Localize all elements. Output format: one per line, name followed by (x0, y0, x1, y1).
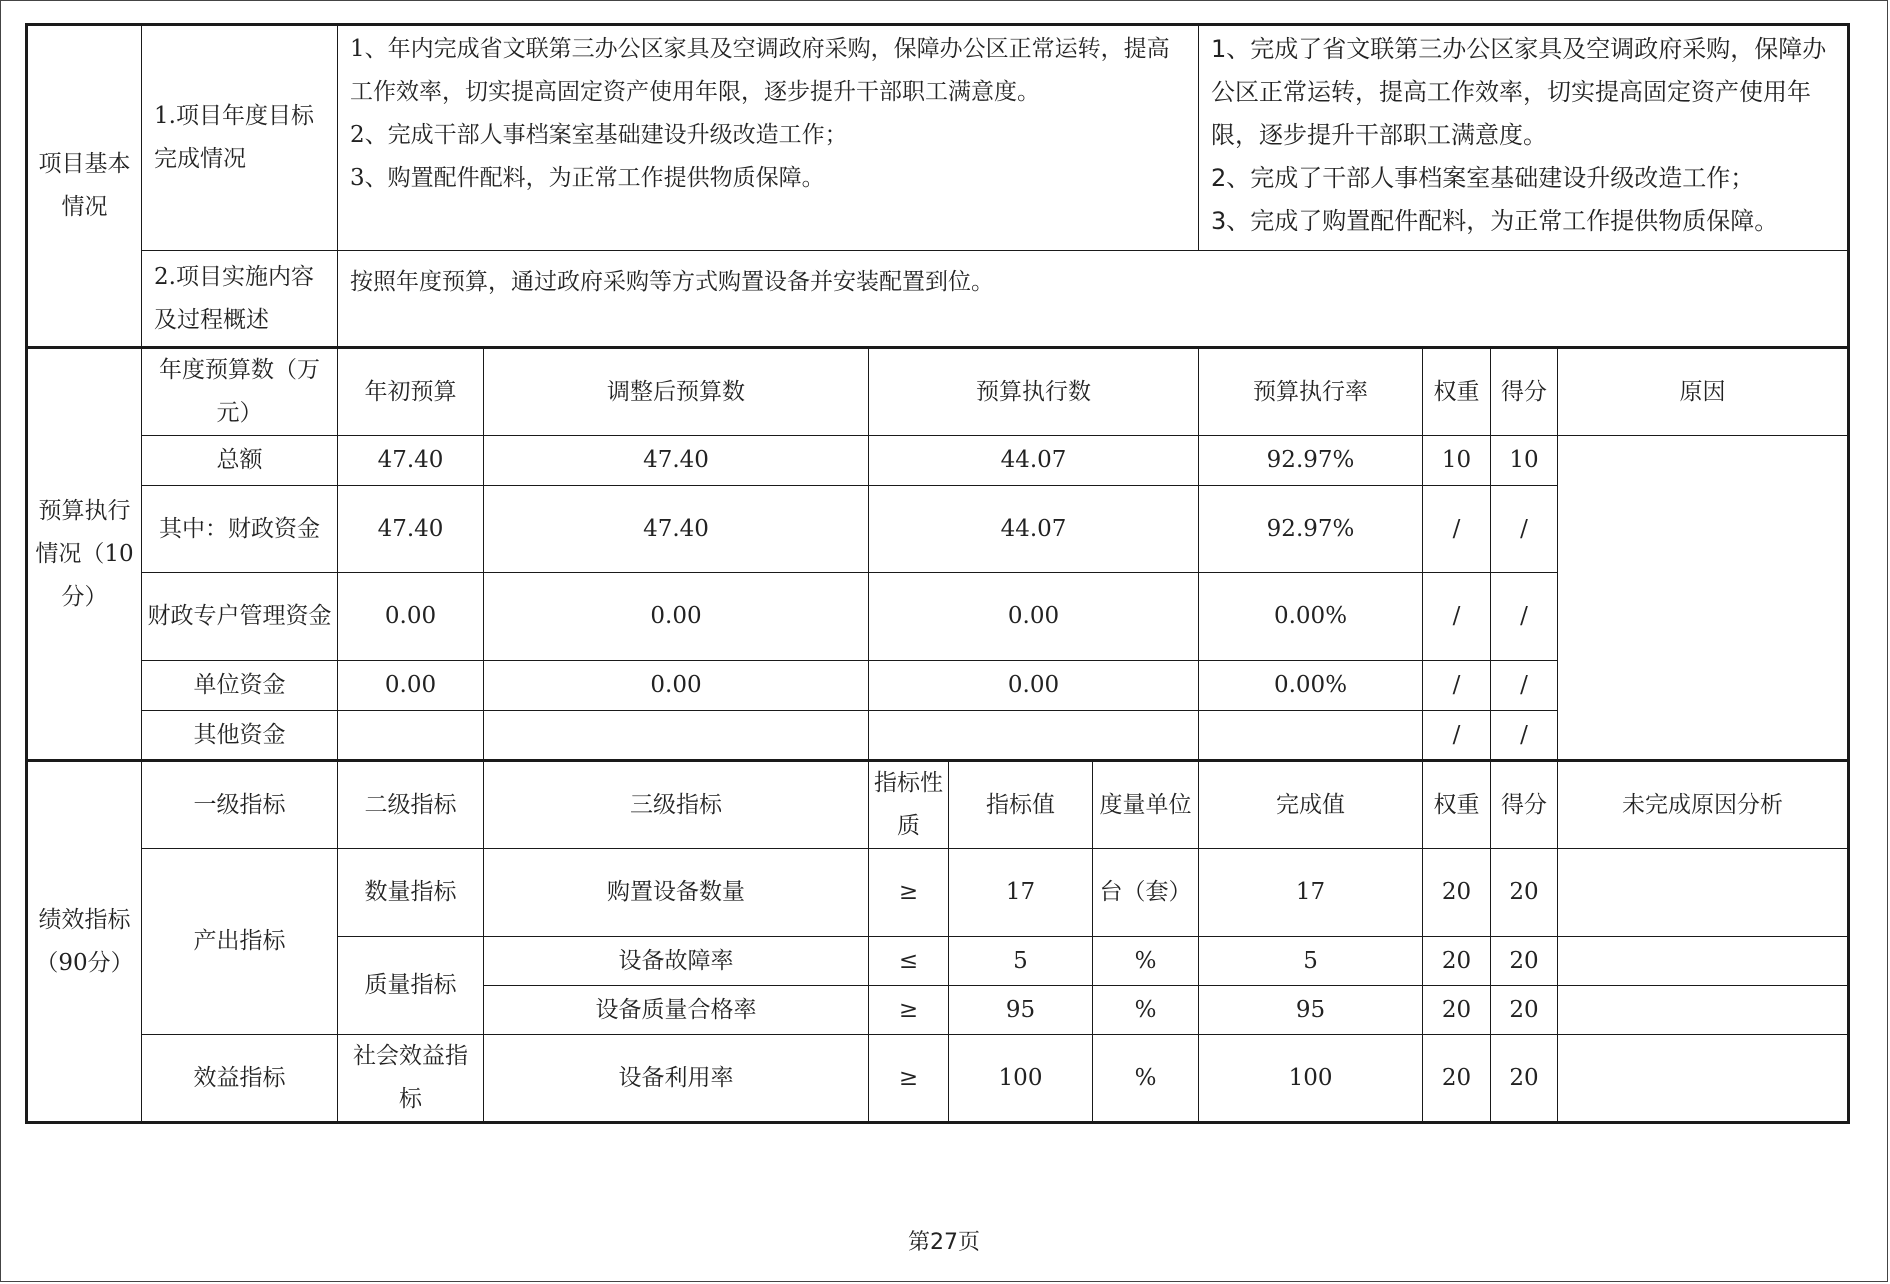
goal-label: 1.项目年度目标完成情况 (142, 25, 338, 251)
indicator-nature: ≥ (869, 986, 949, 1035)
budget-weight: / (1423, 661, 1491, 711)
indicator-header-row (27, 761, 1849, 849)
indicator-name: 设备利用率 (484, 1035, 869, 1123)
indicator-header-level3: 三级指标 (484, 761, 869, 849)
indicator-target: 5 (949, 937, 1093, 986)
budget-weight: / (1423, 486, 1491, 573)
budget-executed: 0.00 (869, 661, 1199, 711)
indicator-header-unit: 度量单位 (1093, 761, 1199, 849)
indicator-header-nature: 指标性质 (869, 761, 949, 849)
indicator-analysis (1558, 1035, 1849, 1123)
indicator-actual: 100 (1199, 1035, 1423, 1123)
indicator-unit: % (1093, 1035, 1199, 1123)
indicator-row (27, 849, 1849, 937)
budget-initial: 47.40 (338, 486, 484, 573)
indicator-row (27, 1035, 1849, 1123)
indicator-header-level1: 一级指标 (142, 761, 338, 849)
indicator-header-target: 指标值 (949, 761, 1093, 849)
indicator-weight: 20 (1423, 849, 1491, 937)
implementation-row (27, 251, 1849, 348)
indicator-target: 95 (949, 986, 1093, 1035)
budget-header-adjusted: 调整后预算数 (484, 348, 869, 436)
indicator-header-actual: 完成值 (1199, 761, 1423, 849)
indicator-weight: 20 (1423, 1035, 1491, 1123)
budget-row-label: 总额 (142, 436, 338, 486)
indicator-actual: 95 (1199, 986, 1423, 1035)
budget-row-label: 其中：财政资金 (142, 486, 338, 573)
indicator-target: 100 (949, 1035, 1093, 1123)
budget-header-initial: 年初预算 (338, 348, 484, 436)
goal-actual (1199, 25, 1849, 251)
indicator-actual: 17 (1199, 849, 1423, 937)
budget-executed (869, 711, 1199, 761)
budget-rate (1199, 711, 1423, 761)
indicator-unit: 台（套） (1093, 849, 1199, 937)
indicator-analysis (1558, 937, 1849, 986)
budget-initial (338, 711, 484, 761)
benefit-indicator-label: 效益指标 (142, 1035, 338, 1123)
budget-header-annual: 年度预算数（万元） (142, 348, 338, 436)
budget-reason-cell (1558, 436, 1849, 761)
budget-executed: 0.00 (869, 573, 1199, 661)
goal-actual-item: 1、完成了省文联第三办公区家具及空调政府采购，保障办公区正常运转，提高工作效率，切实提高固定资产使用年限，逐步提升干部职工满意度。 (1211, 35, 1827, 149)
budget-score: / (1491, 711, 1558, 761)
page-number: 第27页 (908, 1230, 980, 1255)
budget-initial: 0.00 (338, 661, 484, 711)
budget-weight: / (1423, 573, 1491, 661)
goal-planned-item: 3、购置配件配料，为正常工作提供物质保障。 (350, 165, 825, 191)
quantity-indicator-label: 数量指标 (338, 849, 484, 937)
goal-actual-item: 3、完成了购置配件配料，为正常工作提供物质保障。 (1211, 207, 1779, 235)
budget-row-label: 其他资金 (142, 711, 338, 761)
basic-section-label: 项目基本情况 (27, 25, 142, 348)
indicator-actual: 5 (1199, 937, 1423, 986)
social-benefit-label: 社会效益指标 (338, 1035, 484, 1123)
indicator-target: 17 (949, 849, 1093, 937)
implementation-label: 2.项目实施内容及过程概述 (142, 251, 338, 348)
budget-header-weight: 权重 (1423, 348, 1491, 436)
budget-initial: 47.40 (338, 436, 484, 486)
indicator-weight: 20 (1423, 937, 1491, 986)
indicator-header-weight: 权重 (1423, 761, 1491, 849)
budget-rate: 92.97% (1199, 436, 1423, 486)
budget-rate: 92.97% (1199, 486, 1423, 573)
indicator-name: 设备故障率 (484, 937, 869, 986)
indicator-header-score: 得分 (1491, 761, 1558, 849)
budget-score: / (1491, 486, 1558, 573)
indicator-header-analysis: 未完成原因分析 (1558, 761, 1849, 849)
budget-rate: 0.00% (1199, 661, 1423, 711)
indicator-weight: 20 (1423, 986, 1491, 1035)
goal-planned (338, 25, 1199, 251)
indicator-score: 20 (1491, 937, 1558, 986)
goal-actual-item: 2、完成了干部人事档案室基础建设升级改造工作； (1211, 164, 1755, 192)
budget-adjusted: 0.00 (484, 573, 869, 661)
indicator-name: 设备质量合格率 (484, 986, 869, 1035)
budget-adjusted: 47.40 (484, 486, 869, 573)
budget-adjusted: 47.40 (484, 436, 869, 486)
indicator-analysis (1558, 849, 1849, 937)
budget-header-rate: 预算执行率 (1199, 348, 1423, 436)
quality-indicator-label: 质量指标 (338, 937, 484, 1035)
performance-evaluation-table (25, 23, 1850, 1124)
budget-weight: / (1423, 711, 1491, 761)
indicator-unit: % (1093, 986, 1199, 1035)
indicator-analysis (1558, 986, 1849, 1035)
goal-row (27, 25, 1849, 251)
goal-planned-item: 2、完成干部人事档案室基础建设升级改造工作； (350, 122, 848, 148)
indicator-score: 20 (1491, 849, 1558, 937)
budget-row-label: 财政专户管理资金 (142, 573, 338, 661)
budget-adjusted (484, 711, 869, 761)
budget-score: / (1491, 573, 1558, 661)
budget-header-executed: 预算执行数 (869, 348, 1199, 436)
performance-section-label: 绩效指标（90分） (27, 761, 142, 1123)
budget-header-reason: 原因 (1558, 348, 1849, 436)
indicator-score: 20 (1491, 1035, 1558, 1123)
budget-row (27, 436, 1849, 486)
indicator-name: 购置设备数量 (484, 849, 869, 937)
budget-adjusted: 0.00 (484, 661, 869, 711)
budget-score: / (1491, 661, 1558, 711)
indicator-nature: ≥ (869, 849, 949, 937)
implementation-text: 按照年度预算，通过政府采购等方式购置设备并安装配置到位。 (338, 251, 1849, 348)
budget-executed: 44.07 (869, 486, 1199, 573)
budget-weight: 10 (1423, 436, 1491, 486)
budget-header-score: 得分 (1491, 348, 1558, 436)
output-indicator-label: 产出指标 (142, 849, 338, 1035)
goal-planned-item: 1、年内完成省文联第三办公区家具及空调政府采购，保障办公区正常运转，提高工作效率，切实提高固定资产使用年限，逐步提升干部职工满意度。 (350, 36, 1170, 105)
indicator-score: 20 (1491, 986, 1558, 1035)
budget-section-label: 预算执行情况（10分） (27, 348, 142, 761)
indicator-nature: ≥ (869, 1035, 949, 1123)
budget-row-label: 单位资金 (142, 661, 338, 711)
budget-executed: 44.07 (869, 436, 1199, 486)
budget-score: 10 (1491, 436, 1558, 486)
budget-initial: 0.00 (338, 573, 484, 661)
budget-rate: 0.00% (1199, 573, 1423, 661)
indicator-nature: ≤ (869, 937, 949, 986)
indicator-header-level2: 二级指标 (338, 761, 484, 849)
indicator-unit: % (1093, 937, 1199, 986)
budget-header-row (27, 348, 1849, 436)
